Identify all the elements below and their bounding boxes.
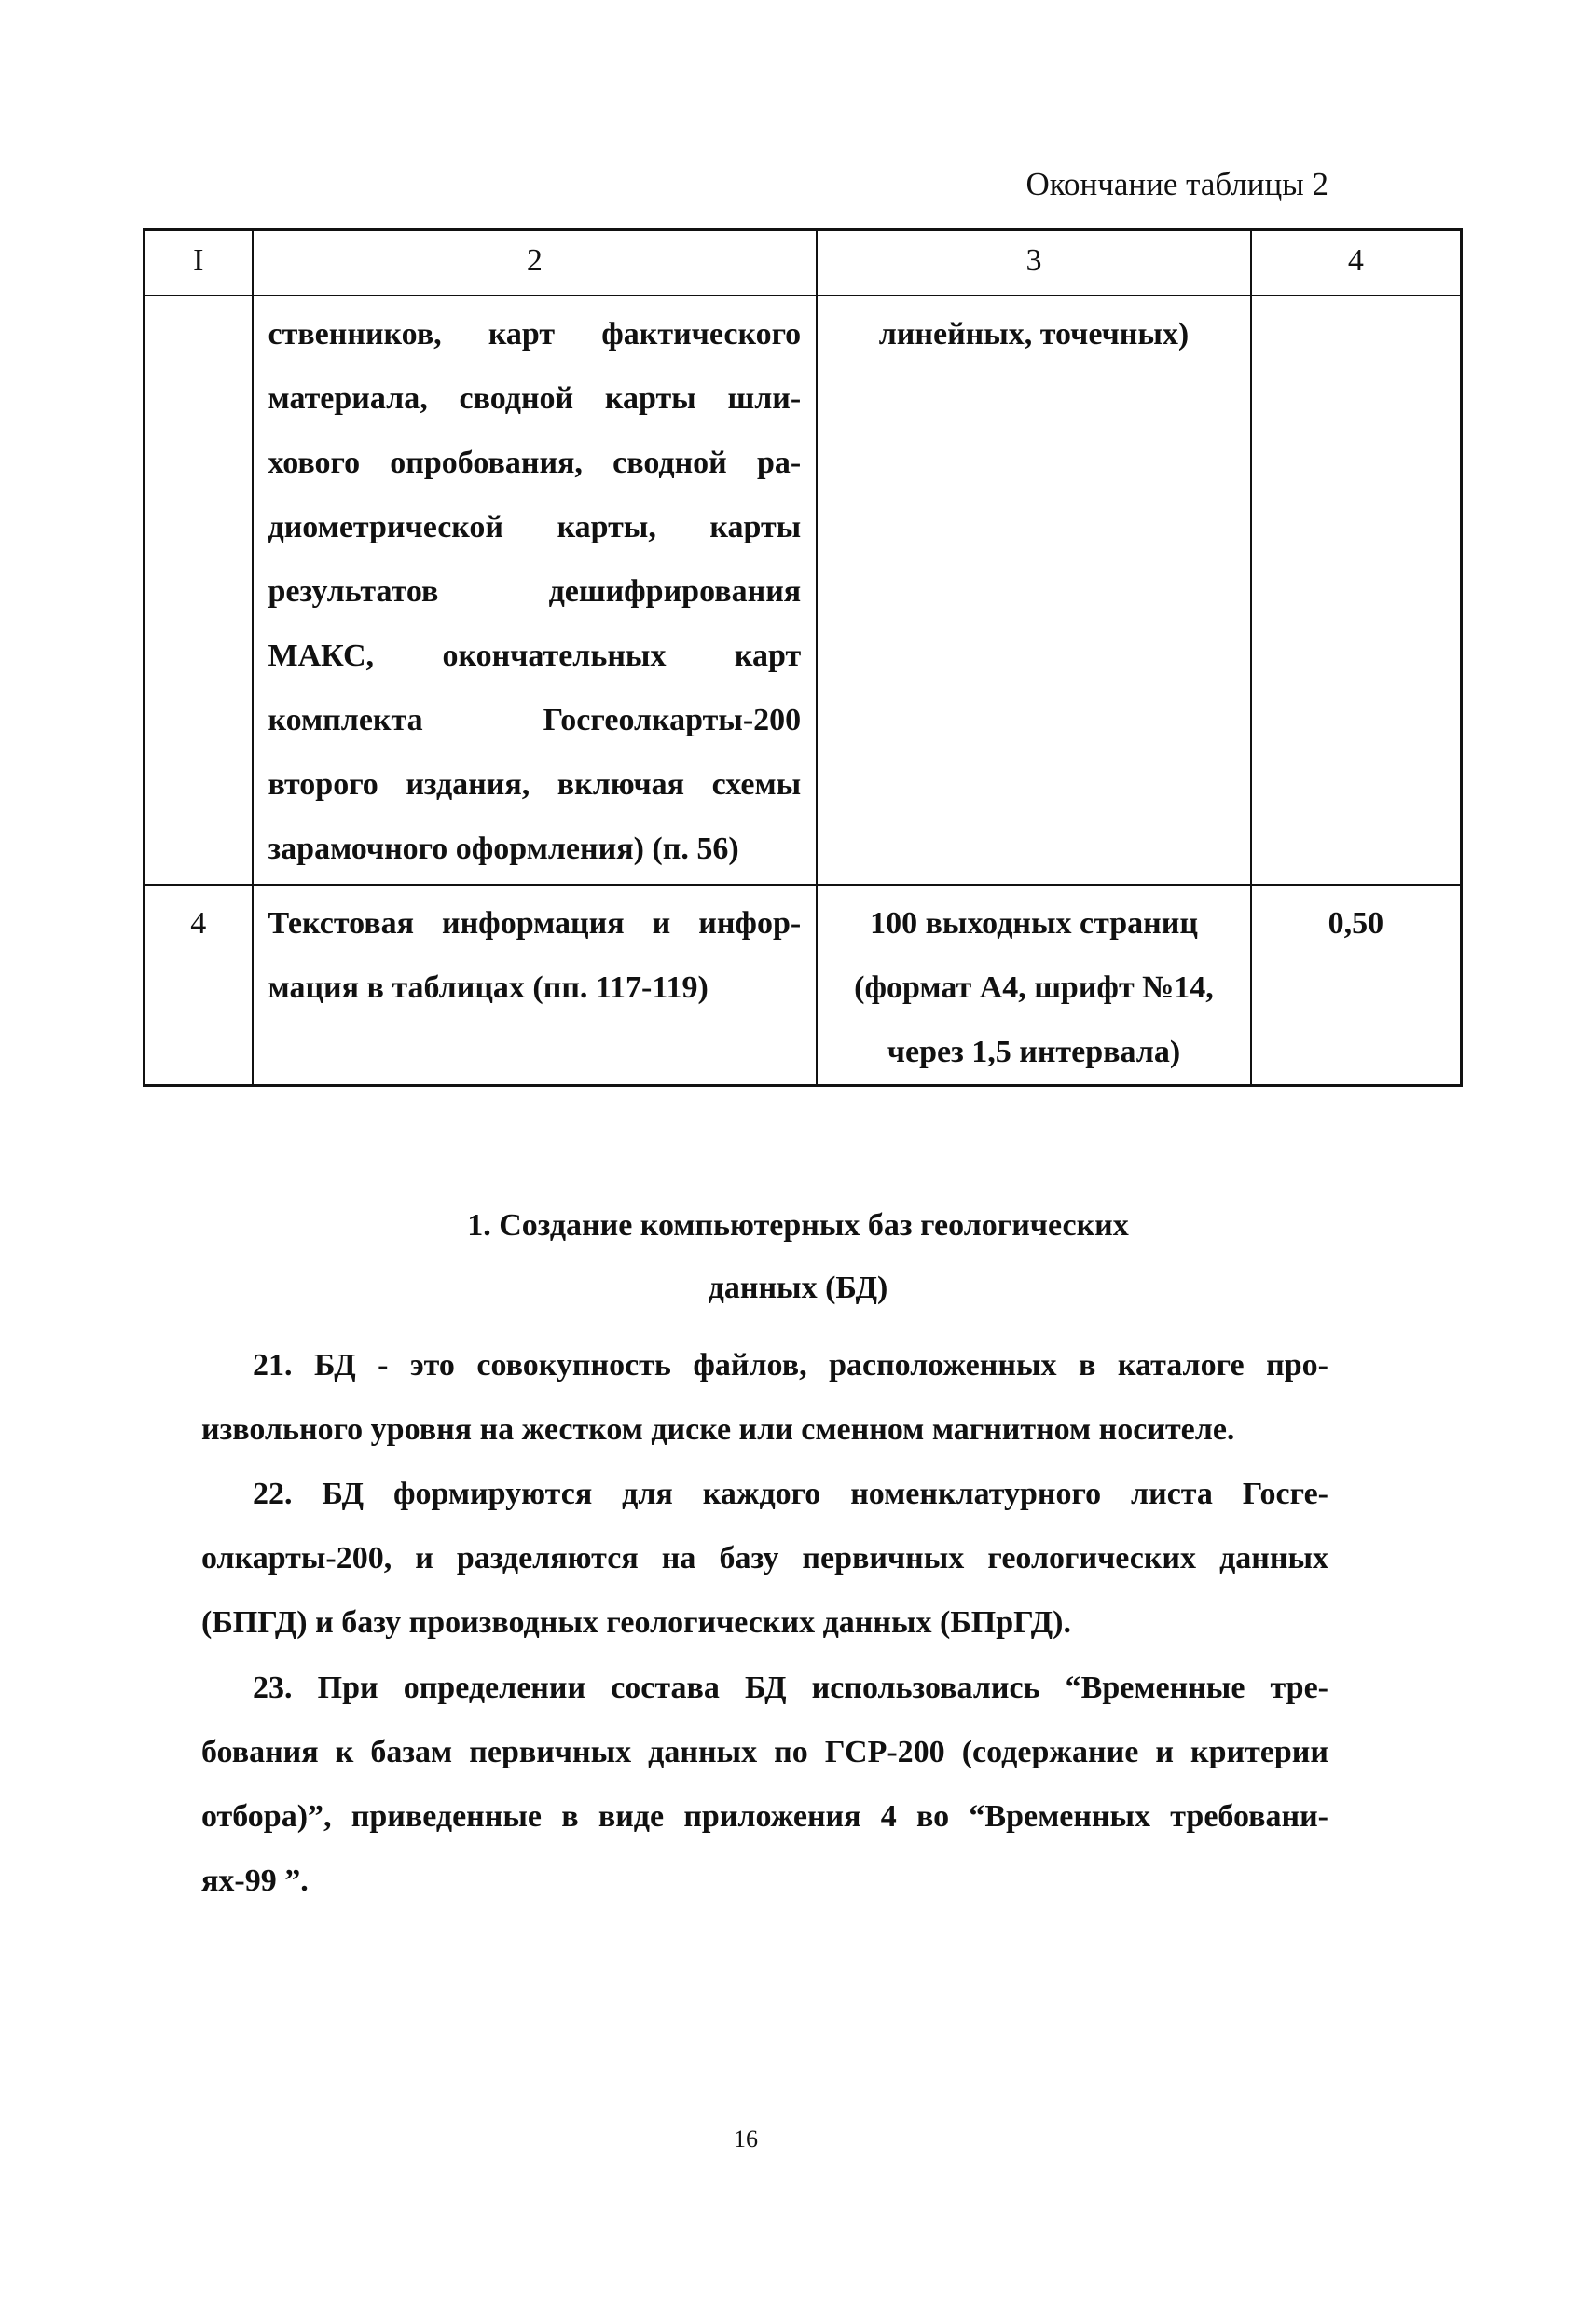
paragraph-23	[201, 1656, 1328, 1913]
cell-text: 4	[190, 906, 207, 941]
cell-line: комплекта Госгеолкарты-200	[268, 703, 802, 737]
cell-text: 0,50	[1328, 906, 1384, 941]
cell-line: хового опробования, сводной ра-	[268, 446, 802, 480]
header-col-1: I	[144, 230, 253, 296]
cell-col-2	[253, 885, 818, 1086]
table-row	[144, 296, 1462, 885]
cell-col-2	[253, 296, 818, 885]
cell-line: диометрической карты, карты	[268, 510, 802, 544]
cell-line: зарамочного оформления) (п. 56)	[268, 832, 739, 866]
table-row	[144, 885, 1462, 1086]
section-title-line-2: данных (БД)	[708, 1271, 888, 1305]
paragraph-line: 23. При определении состава БД использовались “Временные тре-	[253, 1671, 1328, 1705]
paragraph-line: 21. БД - это совокупность файлов, расположенных в каталоге про-	[253, 1348, 1328, 1382]
cell-line: МАКС, окончательных карт	[268, 639, 802, 673]
cell-line: результатов дешифрирования	[268, 574, 802, 609]
cell-line: через 1,5 интервала)	[887, 1035, 1181, 1069]
cell-col-4	[1251, 296, 1462, 885]
cell-col-1	[144, 296, 253, 885]
cell-line: материала, сводной карты шли-	[268, 381, 802, 416]
cell-line: линейных, точечных)	[878, 317, 1190, 351]
cell-line: мация в таблицах (пп. 117-119)	[268, 970, 709, 1005]
cell-text	[145, 302, 252, 366]
cell-col-3	[817, 885, 1251, 1086]
paragraph-line: 22. БД формируются для каждого номенклатурного листа Госге-	[253, 1477, 1328, 1511]
paragraph-line: олкарты-200, и разделяются на базу первичных геологических данных	[201, 1541, 1328, 1575]
cell-line: второго издания, включая схемы	[268, 767, 802, 802]
paragraph-line: бования к базам первичных данных по ГСР-200 (содержание и критерии	[201, 1735, 1328, 1769]
header-col-4: 4	[1251, 230, 1462, 296]
page-number: 16	[734, 2125, 758, 2153]
cell-line: ственников, карт фактического	[268, 317, 802, 351]
header-col-2: 2	[253, 230, 818, 296]
cell-col-3	[817, 296, 1251, 885]
cell-text	[1252, 302, 1460, 366]
section-title-line-1: 1. Создание компьютерных баз геологических	[467, 1208, 1129, 1243]
paragraph-21	[201, 1333, 1328, 1462]
paragraph-line: извольного уровня на жестком диске или сменном магнитном носителе.	[201, 1412, 1235, 1447]
paragraph-line: (БПГД) и базу производных геологических данных (БПрГД).	[201, 1605, 1072, 1640]
cell-col-4	[1251, 885, 1462, 1086]
paragraph-line: отбора)”, приведенные в виде приложения 4 во “Временных требовани-	[201, 1799, 1328, 1834]
cell-line: 100 выходных страниц	[870, 906, 1198, 941]
table-header-row	[144, 230, 1462, 296]
table-caption: Окончание таблицы 2	[1025, 166, 1328, 202]
paragraph-line: ях-99 ”.	[201, 1864, 309, 1898]
cell-col-1	[144, 885, 253, 1086]
cell-line: (формат А4, шрифт №14,	[854, 970, 1214, 1005]
data-table	[143, 228, 1463, 1087]
cell-line: Текстовая информация и инфор-	[268, 906, 802, 941]
paragraph-22	[201, 1462, 1328, 1655]
header-col-3: 3	[817, 230, 1251, 296]
